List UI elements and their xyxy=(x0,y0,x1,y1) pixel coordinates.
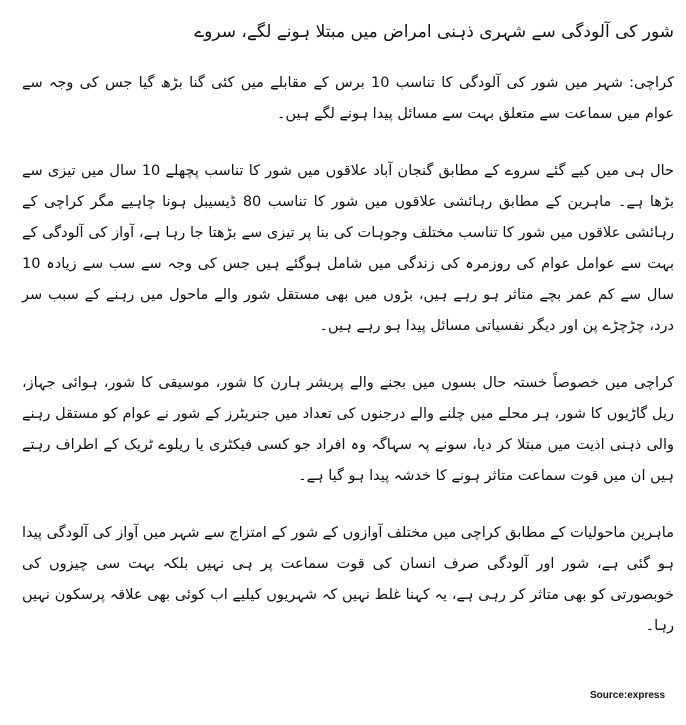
article-paragraph-3: کراچی میں خصوصاً خستہ حال بسوں میں بجنے والے پریشر ہارن کا شور، موسیقی کا شور، ہوائی جہاز، ریل گاڑیوں کا شور، ہر محلے میں چلنے والے درجنوں کی تعداد میں جنریٹرز کے شور نے عوام کو مستقل رہنے والی ذہنی اذیت میں مبتلا کر دیا، سونے پہ سہاگہ وہ افراد جو کسی فیکٹری یا ریلوے ٹریک کے اطراف رہتے ہیں ان میں قوت سماعت متاثر ہونے کا خدشہ پیدا ہو گیا ہے۔ xyxy=(22,375,674,484)
source-credit: Source:express xyxy=(590,690,666,701)
article-headline: شور کی آلودگی سے شہری ذہنی امراض میں مبتلا ہونے لگے، سروے xyxy=(194,22,674,42)
article-paragraph-2: حال ہی میں کیے گئے سروے کے مطابق گنجان آباد علاقوں میں شور کا تناسب پچھلے 10 سال میں تیزی سے بڑھا ہے۔ ماہرین کے مطابق رہائشی علاقوں میں شور کا تناسب 80 ڈیسیبل ہونا چاہیے مگر کراچی کے رہائشی علاقوں میں شور کا تناسب مختلف وجوہات کی بنا پر تیزی سے بڑھتا جا رہا ہے، آواز کی آلودگی کے بہت سے عوامل عوام کی روزمرہ کی زندگی میں شامل ہوگئے ہیں جس کی وجہ سے سب سے زیادہ 10 سال سے کم عمر بچے متاثر ہو رہے ہیں، بڑوں میں بھی مستقل شور والے ماحول میں رہنے کے سبب سر درد، چڑچڑے پن اور دیگر نفسیاتی مسائل پیدا ہو رہے ہیں۔ xyxy=(22,163,674,334)
article-paragraph-1: کراچی: شہر میں شور کی آلودگی کا تناسب 10 برس کے مقابلے میں کئی گنا بڑھ گیا جس کی وجہ سے عوام میں سماعت سے متعلق بہت سے مسائل پیدا ہونے لگے ہیں۔ xyxy=(22,75,674,122)
news-article xyxy=(22,18,674,668)
article-paragraph-4: ماہرین ماحولیات کے مطابق کراچی میں مختلف آوازوں کے شور کے امتزاج سے شہر میں آواز کی آلودگی پیدا ہو گئی ہے، شور اور آلودگی صرف انسان کی قوت سماعت پر ہی نہیں بلکہ بہت سی چیزوں کی خوبصورتی کو بھی متاثر کر رہی ہے، یہ کہنا غلط نہیں کہ شہریوں کیلیے اب کوئی بھی علاقہ پرسکون نہیں رہا۔ xyxy=(22,525,674,634)
